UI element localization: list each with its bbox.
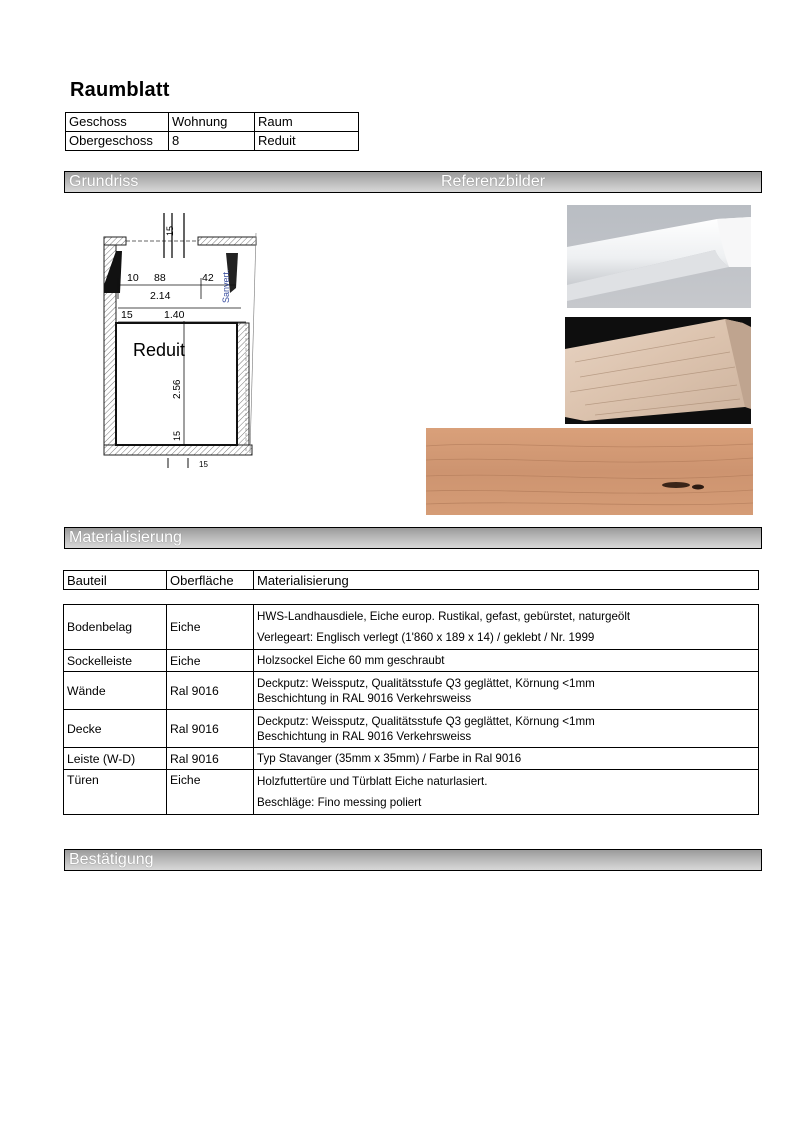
cell-oberflaeche: Ral 9016	[167, 672, 254, 710]
oak-skirting-board-photo	[565, 317, 751, 424]
wall-right	[237, 323, 249, 445]
floor-plan-drawing	[96, 213, 266, 468]
col-header-bauteil: Bauteil	[64, 571, 167, 590]
table-row	[64, 770, 759, 815]
cell-bauteil: Sockelleiste	[64, 650, 167, 672]
dim-88: 88	[154, 272, 166, 284]
cell-bauteil: Leiste (W-D)	[64, 748, 167, 770]
room-info-header-row	[66, 113, 359, 132]
header-wohnung: Wohnung	[169, 113, 255, 132]
value-raum: Reduit	[255, 132, 359, 151]
table-row	[64, 672, 759, 710]
dim-10: 10	[127, 272, 139, 284]
section-title-materialisierung: Materialisierung	[69, 529, 182, 546]
table-row	[64, 710, 759, 748]
col-header-materialisierung: Materialisierung	[254, 571, 759, 590]
white-crown-molding-photo	[567, 205, 751, 308]
cell-bauteil: Wände	[64, 672, 167, 710]
material-line: Beschichtung in RAL 9016 Verkehrsweiss	[257, 729, 472, 743]
section-bar-materialisierung	[64, 527, 762, 549]
wall-top-left	[104, 237, 126, 245]
cell-materialisierung	[254, 650, 759, 672]
oak-floor-plank-photo	[426, 428, 753, 515]
dim-top-15: 15	[165, 225, 175, 236]
cell-bauteil: Bodenbelag	[64, 605, 167, 650]
section-bar-grundriss	[64, 171, 762, 193]
dim-below-15: 15	[199, 460, 208, 468]
cell-bauteil: Türen	[64, 770, 167, 815]
material-table-header	[63, 570, 759, 590]
col-header-oberflaeche: Oberfläche	[167, 571, 254, 590]
cell-bauteil: Decke	[64, 710, 167, 748]
wall-top-right	[198, 237, 256, 245]
section-title-grundriss: Grundriss	[69, 173, 139, 190]
cell-oberflaeche: Eiche	[167, 770, 254, 815]
material-line: Holzsockel Eiche 60 mm geschraubt	[257, 654, 445, 667]
cell-materialisierung	[254, 605, 759, 650]
dim-15-left: 15	[121, 309, 133, 321]
table-row	[64, 748, 759, 770]
cell-oberflaeche: Eiche	[167, 605, 254, 650]
material-line: HWS-Landhausdiele, Eiche europ. Rustikal, gefast, gebürstet, naturgeölt	[257, 610, 631, 623]
dim-bottom-15: 15	[172, 430, 182, 441]
section-title-bestaetigung: Bestätigung	[69, 851, 154, 868]
cell-oberflaeche: Ral 9016	[167, 748, 254, 770]
plan-room-label: Reduit	[133, 340, 186, 360]
material-line: Beschläge: Fino messing poliert	[257, 796, 422, 809]
page-title: Raumblatt	[70, 79, 170, 101]
material-line: Typ Stavanger (35mm x 35mm) / Farbe in Ral 9016	[257, 752, 522, 765]
table-row	[64, 605, 759, 650]
material-line: Deckputz: Weissputz, Qualitätsstufe Q3 geglättet, Körnung <1mm	[257, 676, 595, 690]
room-info-value-row	[66, 132, 359, 151]
material-line: Beschichtung in RAL 9016 Verkehrsweiss	[257, 691, 472, 705]
dim-42: 42	[202, 272, 214, 284]
material-line: Verlegeart: Englisch verlegt (1'860 x 189 x 14) / geklebt / Nr. 1999	[257, 631, 595, 644]
cell-materialisierung	[254, 672, 759, 710]
section-title-referenzbilder: Referenzbilder	[441, 173, 546, 190]
value-geschoss: Obergeschoss	[66, 132, 169, 151]
cell-oberflaeche: Ral 9016	[167, 710, 254, 748]
cell-materialisierung	[254, 748, 759, 770]
material-table	[63, 604, 759, 815]
dim-1-40: 1.40	[164, 309, 185, 321]
wall-bottom	[104, 445, 252, 455]
cell-materialisierung	[254, 770, 759, 815]
cell-materialisierung	[254, 710, 759, 748]
header-geschoss: Geschoss	[66, 113, 169, 132]
material-line: Deckputz: Weissputz, Qualitätsstufe Q3 geglättet, Körnung <1mm	[257, 714, 595, 728]
value-wohnung: 8	[169, 132, 255, 151]
section-bar-bestaetigung	[64, 849, 762, 871]
dim-2-56: 2.56	[172, 379, 183, 399]
material-line: Holzfuttertüre und Türblatt Eiche naturlasiert.	[257, 775, 488, 788]
table-row	[64, 650, 759, 672]
header-raum: Raum	[255, 113, 359, 132]
plan-side-label: Sanvert.	[221, 269, 231, 303]
room-info-table	[65, 112, 359, 151]
dim-2-14: 2.14	[150, 290, 171, 302]
cell-oberflaeche: Eiche	[167, 650, 254, 672]
